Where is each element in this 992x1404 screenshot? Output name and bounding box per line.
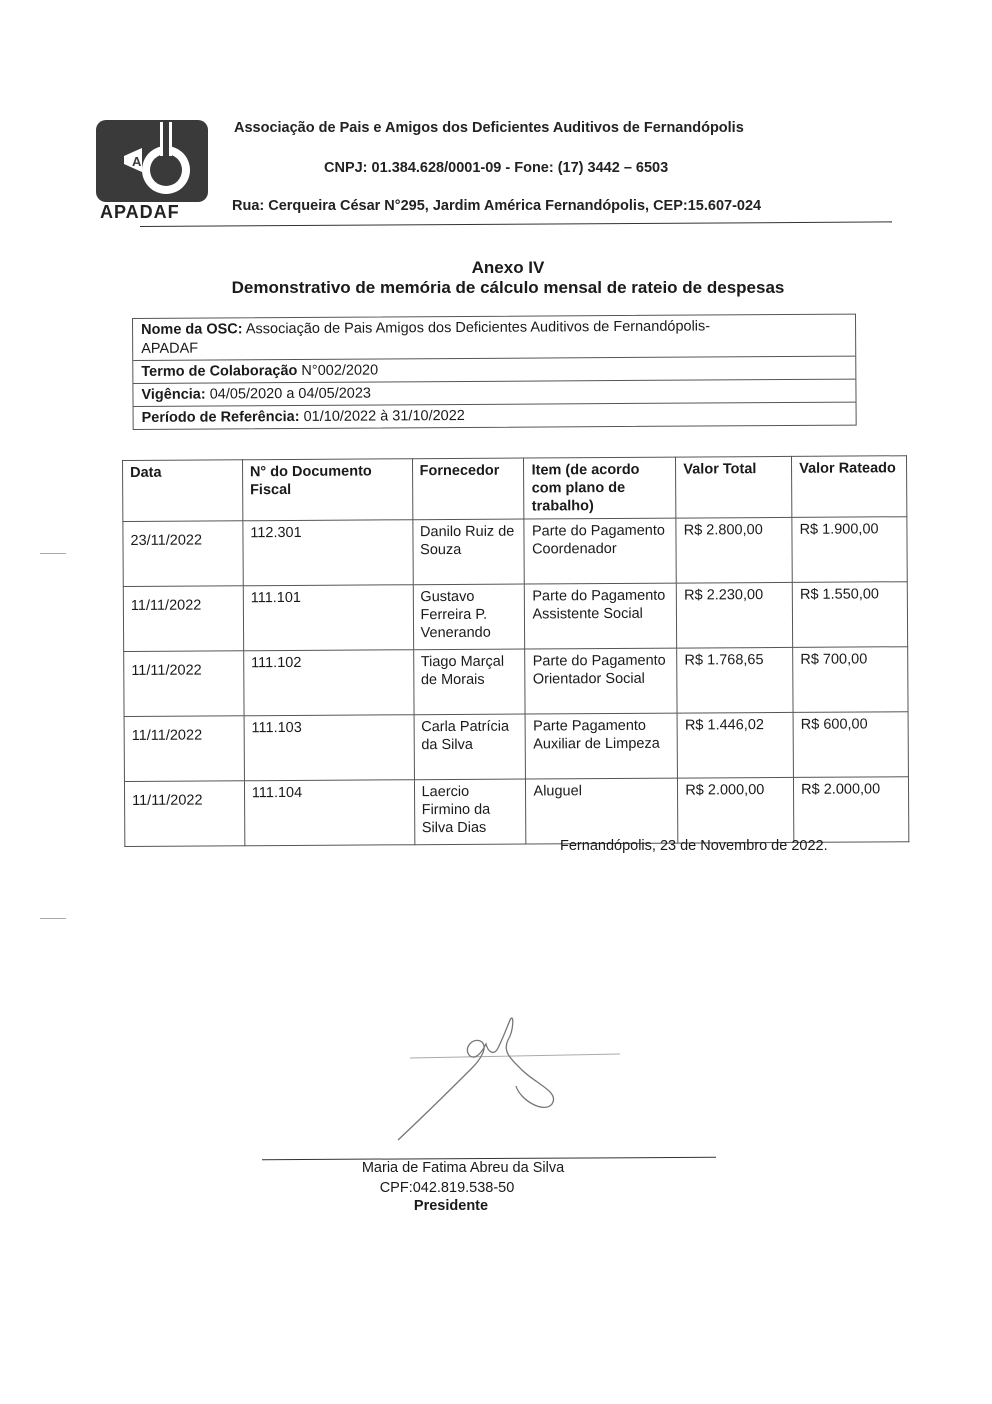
- signer-name: Maria de Fatima Abreu da Silva: [361, 1160, 565, 1176]
- expense-table: [122, 455, 909, 847]
- cell-data: 11/11/2022: [124, 781, 244, 847]
- cell-valor-total: R$ 2.000,00: [678, 777, 794, 843]
- table-row: [123, 517, 907, 587]
- cell-item: Parte do Pagamento Orientador Social: [525, 648, 677, 714]
- svg-text:A: A: [132, 154, 142, 169]
- cell-documento: 111.101: [243, 585, 413, 651]
- cell-item: Parte do Pagamento Assistente Social: [525, 583, 677, 649]
- header-valor-total: Valor Total: [676, 456, 792, 518]
- document-subtitle: Demonstrativo de memória de cálculo mensal de rateio de despesas: [231, 278, 785, 297]
- cell-data: 11/11/2022: [124, 651, 244, 717]
- cell-data: 11/11/2022: [123, 586, 243, 652]
- termo-value: N°002/2020: [301, 362, 379, 379]
- header-divider: [140, 221, 892, 227]
- cell-documento: 112.301: [243, 520, 413, 586]
- signature-scribble: [390, 1000, 630, 1150]
- table-row: [123, 582, 907, 652]
- header-data: Data: [123, 460, 243, 522]
- cell-item: Parte Pagamento Auxiliar de Limpeza: [526, 713, 678, 779]
- cell-valor-rateado: R$ 1.900,00: [792, 517, 907, 583]
- cell-valor-rateado: R$ 1.550,00: [792, 582, 907, 648]
- periodo-value: 01/10/2022 à 31/10/2022: [303, 407, 465, 425]
- cell-data: 23/11/2022: [123, 521, 243, 587]
- annex-title: Anexo IV: [471, 258, 545, 277]
- vigencia-label: Vigência:: [141, 386, 206, 403]
- cell-valor-rateado: R$ 600,00: [793, 712, 908, 778]
- osc-value-cont: APADAF: [141, 340, 199, 357]
- cell-valor-total: R$ 2.800,00: [676, 517, 792, 583]
- table-row: [124, 777, 908, 847]
- cell-fornecedor: Danilo Ruiz de Souza: [412, 519, 524, 585]
- header-documento: N° do Documento Fiscal: [242, 459, 412, 521]
- cell-documento: 111.103: [244, 715, 414, 781]
- cell-fornecedor: Gustavo Ferreira P. Venerando: [413, 584, 525, 650]
- cell-fornecedor: Laercio Firmino da Silva Dias: [414, 779, 526, 845]
- table-row: [124, 712, 908, 782]
- cell-valor-rateado: R$ 2.000,00: [794, 777, 909, 843]
- info-box: [132, 314, 857, 430]
- cell-documento: 111.102: [244, 650, 414, 716]
- osc-label: Nome da OSC:: [141, 321, 243, 338]
- scan-mark: [40, 553, 66, 554]
- cell-valor-total: R$ 2.230,00: [677, 582, 793, 648]
- signer-cpf: CPF:042.819.538-50: [379, 1180, 515, 1196]
- logo-text: APADAF: [100, 202, 180, 222]
- periodo-label: Período de Referência:: [141, 408, 300, 426]
- table-header-row: [123, 456, 907, 522]
- header-fornecedor: Fornecedor: [412, 458, 524, 520]
- address: Rua: Cerqueira César N°295, Jardim América Fernandópolis, CEP:15.607-024: [232, 198, 762, 214]
- cell-valor-total: R$ 1.768,65: [677, 647, 793, 713]
- signer-role: Presidente: [413, 1198, 489, 1214]
- place-date: Fernandópolis, 23 de Novembro de 2022.: [560, 838, 828, 854]
- cell-item: Aluguel: [526, 778, 678, 844]
- termo-label: Termo de Colaboração: [141, 362, 298, 380]
- vigencia-value: 04/05/2020 a 04/05/2023: [209, 385, 372, 403]
- org-name: Associação de Pais e Amigos dos Deficientes Auditivos de Fernandópolis: [234, 120, 744, 136]
- cell-valor-rateado: R$ 700,00: [793, 647, 908, 713]
- cell-item: Parte do Pagamento Coordenador: [524, 518, 676, 584]
- cell-fornecedor: Carla Patrícia da Silva: [414, 714, 526, 780]
- periodo-row: [134, 402, 856, 429]
- cell-valor-total: R$ 1.446,02: [677, 712, 793, 778]
- osc-row: [133, 315, 855, 360]
- cell-documento: 111.104: [244, 780, 414, 846]
- scan-mark: [40, 918, 66, 919]
- header-valor-rateado: Valor Rateado: [792, 456, 907, 518]
- cell-fornecedor: Tiago Marçal de Morais: [413, 649, 525, 715]
- cnpj-phone: CNPJ: 01.384.628/0001-09 - Fone: (17) 3442 – 6503: [324, 160, 669, 176]
- header-item: Item (de acordo com plano de trabalho): [524, 457, 676, 519]
- table-row: [124, 647, 908, 717]
- cell-data: 11/11/2022: [124, 716, 244, 782]
- osc-value: Associação de Pais Amigos dos Deficientes Auditivos de Fernandópolis-: [245, 318, 711, 338]
